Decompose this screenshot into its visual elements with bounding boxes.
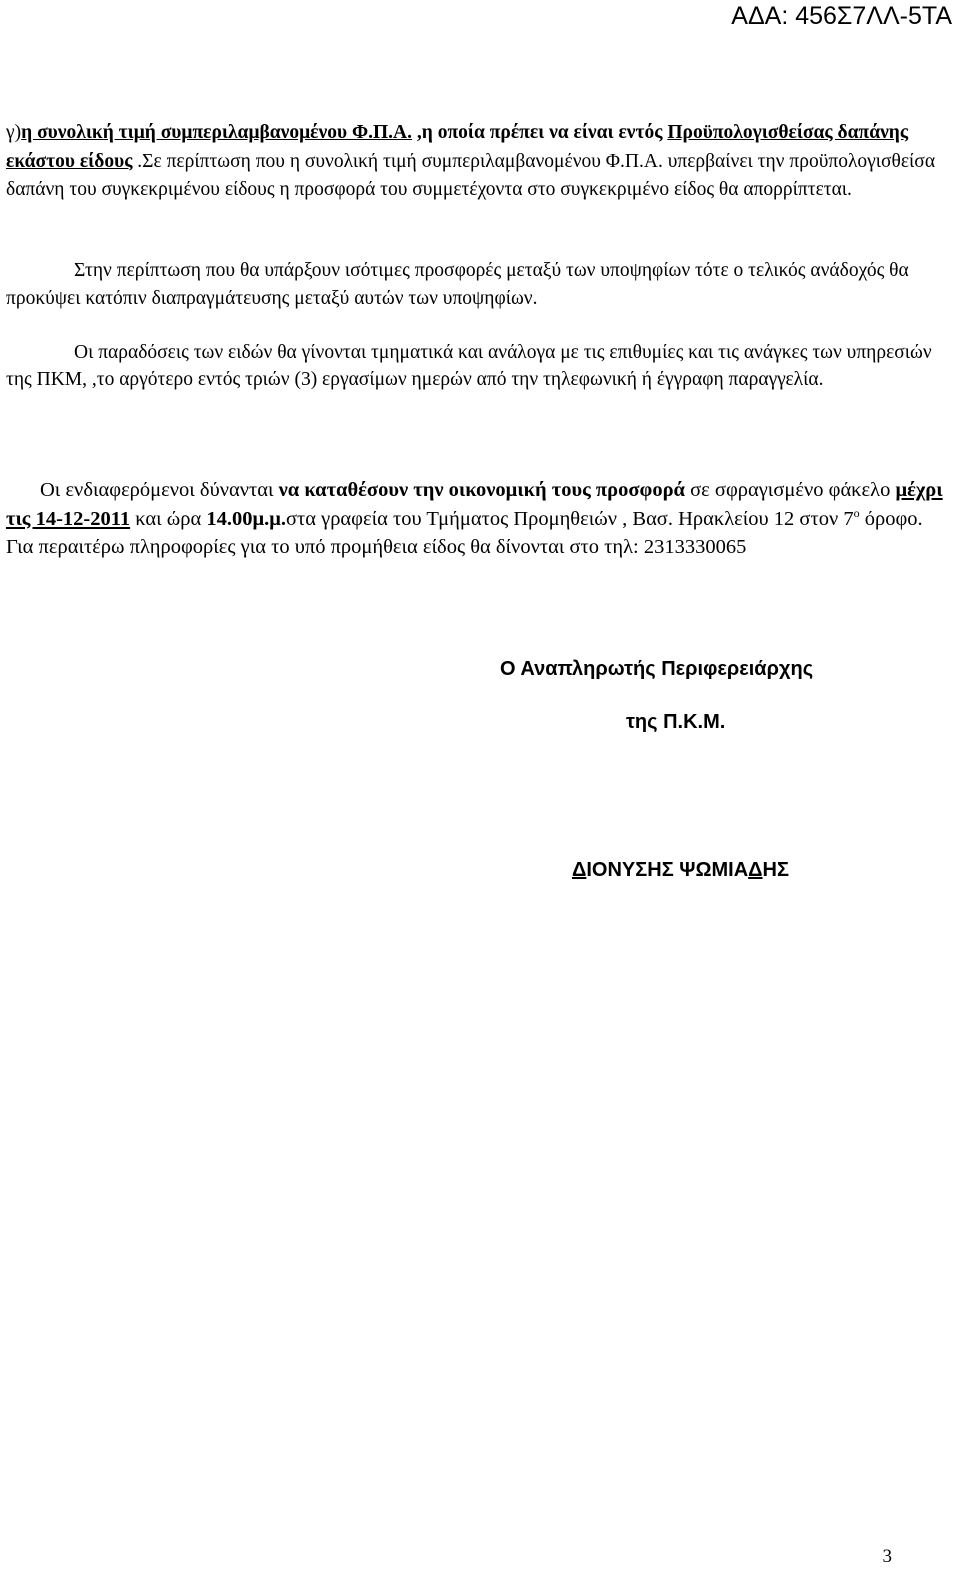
paragraph-deliveries: [6, 340, 952, 393]
deadline-time: 14.00μ.μ.: [206, 507, 286, 530]
deadline-date: μέχρι τις 14-12-2011: [6, 479, 943, 530]
floor-superscript: ο: [853, 505, 860, 520]
item-label: γ): [6, 122, 22, 143]
deliveries-text: Οι παραδόσεις των ειδών θα γίνονται τμηματικά και ανάλογα με τις επιθυμίες και τις ανάγκες των υπηρεσιών της ΠΚΜ, ,το αργότερο εντός τριών (3) εργασίμων ημερών από την τηλεφωνική ή έγγραφη παραγγελία.: [6, 342, 932, 390]
submission-intro: Οι ενδιαφερόμενοι δύνανται: [40, 479, 279, 501]
envelope-text: σε σφραγισμένο φάκελο: [684, 479, 896, 501]
name-initial: Δ: [572, 859, 587, 881]
page-number: 3: [882, 1546, 892, 1567]
paragraph-price-condition: [6, 119, 952, 205]
time-label: και ώρα: [130, 507, 207, 530]
office-address: στα γραφεία του Τμήματος Προμηθειών , Βασ. Ηρακλείου 12 στον 7: [285, 507, 854, 530]
name-end: ΗΣ: [762, 859, 789, 881]
signatory-organization: της Π.Κ.Μ.: [626, 711, 726, 733]
budget-condition-phrase: ,η οποία πρέπει να είναι εντός: [412, 122, 663, 143]
rejection-text: .Σε περίπτωση που η συνολική τιμή συμπεριλαμβανομένου Φ.Π.Α. υπερβαίνει την προϋπολογισθείσα δαπάνη του συγκεκριμένου είδους η προσφορά του συμμετέχοντα στο συγκεκριμένο είδος θα απορρίπτεται.: [6, 150, 936, 201]
signatory-name: [572, 858, 789, 882]
contact-info: όροφο. Για περαιτέρω πληροφορίες για το υπό προμήθεια είδος θα δίνονται στο τηλ: 2313330065: [6, 507, 923, 558]
name-middle: ΙΟΝΥΣΗΣ ΨΩΜΙΑ: [586, 859, 749, 881]
paragraph-submission: [6, 476, 952, 562]
ada-code: ΑΔΑ: 456Σ7ΛΛ-5ΤΑ: [731, 2, 952, 30]
signatory-title: Ο Αναπληρωτής Περιφερειάρχης: [500, 658, 814, 680]
budget-phrase: Προϋπολογισθείσας δαπάνης εκάστου είδους: [6, 122, 909, 172]
equal-offers-text: Στην περίπτωση που θα υπάρξουν ισότιμες προσφορές μεταξύ των υποψηφίων τότε ο τελικός ανάδοχός θα προκύψει κατόπιν διαπραγμάτευσης μεταξύ αυτών των υποψηφίων.: [6, 260, 909, 309]
paragraph-equal-offers: [6, 257, 952, 312]
total-price-phrase: η συνολική τιμή συμπεριλαμβανομένου Φ.Π.Α.: [21, 122, 413, 143]
submit-offer-phrase: να καταθέσουν την οικονομική τους προσφορά: [278, 479, 685, 501]
name-underlined-letter: Δ: [748, 859, 763, 881]
